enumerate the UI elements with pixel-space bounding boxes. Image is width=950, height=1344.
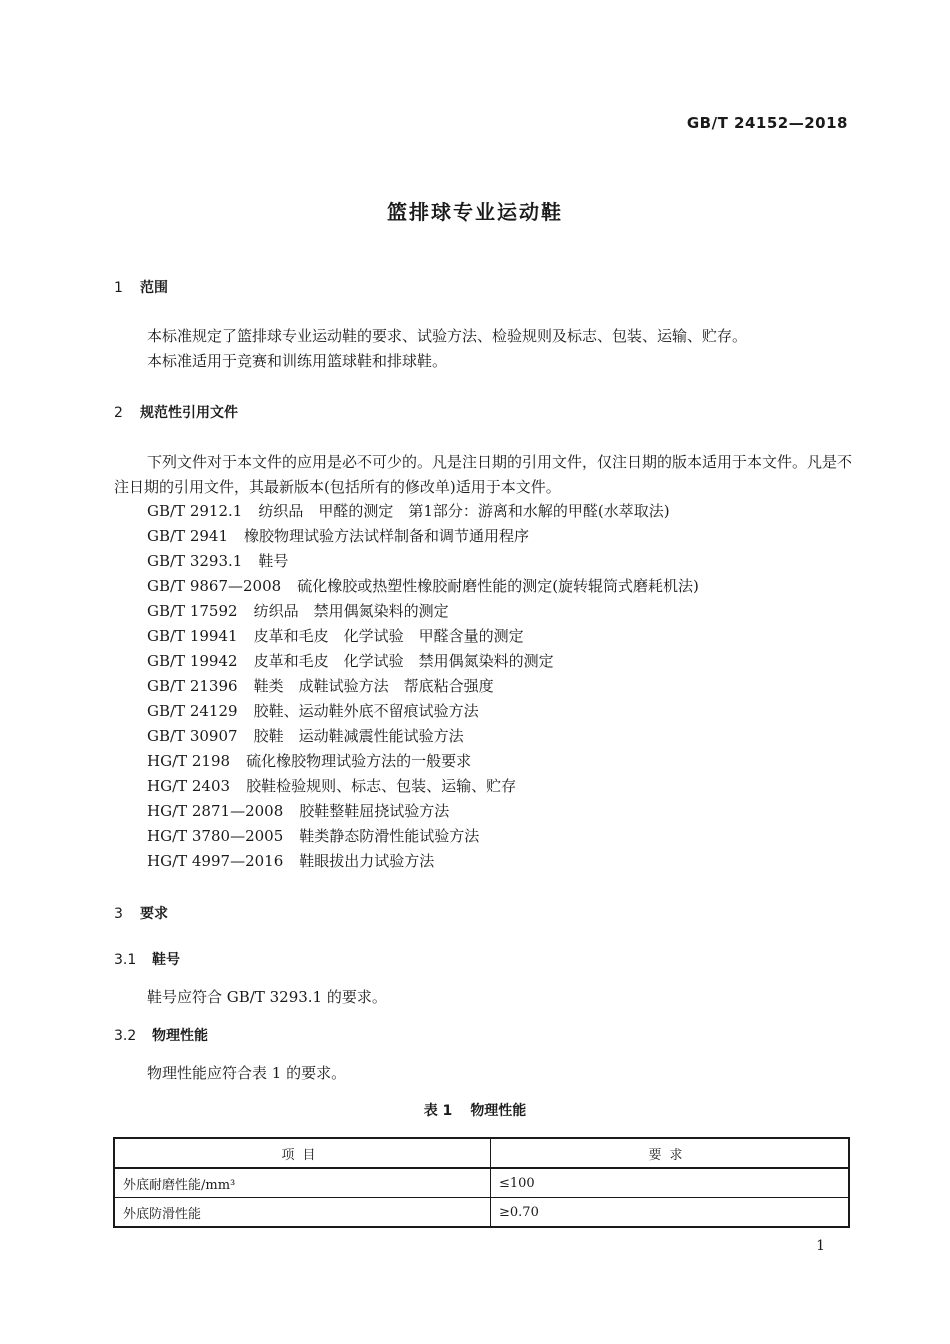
reference-title: 硫化橡胶或热塑性橡胶耐磨性能的测定(旋转辊筒式磨耗机法) <box>297 577 699 595</box>
reference-item <box>147 750 471 771</box>
section-3-heading <box>114 903 168 923</box>
reference-code: GB/T 3293.1 <box>147 552 243 570</box>
cell-requirement: ≤100 <box>491 1168 850 1198</box>
reference-title: 胶鞋 运动鞋减震性能试验方法 <box>253 727 464 745</box>
table-label: 表 1 <box>423 1103 453 1119</box>
reference-code: GB/T 2912.1 <box>147 502 243 520</box>
reference-title: 硫化橡胶物理试验方法的一般要求 <box>246 752 472 770</box>
reference-item <box>147 650 554 671</box>
table-row <box>114 1198 849 1228</box>
reference-item <box>147 775 516 796</box>
reference-title: 鞋号 <box>258 552 289 570</box>
subsection-title: 鞋号 <box>152 952 180 968</box>
reference-item <box>147 525 529 546</box>
reference-title: 橡胶物理试验方法试样制备和调节通用程序 <box>244 527 530 545</box>
section-1-paragraph: 本标准规定了篮排球专业运动鞋的要求、试验方法、检验规则及标志、包装、运输、贮存。 <box>147 327 748 345</box>
reference-item <box>147 500 670 521</box>
section-title: 范围 <box>140 280 168 296</box>
reference-code: GB/T 9867—2008 <box>147 577 282 595</box>
table-header-row <box>114 1138 849 1168</box>
subsection-number: 3.2 <box>114 1028 137 1044</box>
reference-item <box>147 575 699 596</box>
reference-code: GB/T 2941 <box>147 527 229 545</box>
table-title: 物理性能 <box>470 1103 527 1119</box>
header-item: 项目 <box>114 1138 491 1168</box>
section-1-paragraph: 本标准适用于竞赛和训练用篮球鞋和排球鞋。 <box>147 352 448 370</box>
subsection-3-2-heading <box>114 1025 208 1045</box>
reference-title: 胶鞋、运动鞋外底不留痕试验方法 <box>253 702 479 720</box>
cell-item: 外底防滑性能 <box>114 1198 491 1228</box>
subsection-title: 物理性能 <box>152 1028 208 1044</box>
reference-code: GB/T 30907 <box>147 727 238 745</box>
section-number: 3 <box>114 906 123 922</box>
page-number: 1 <box>816 1238 825 1254</box>
reference-title: 鞋类 成鞋试验方法 帮底粘合强度 <box>253 677 494 695</box>
reference-code: GB/T 19942 <box>147 652 238 670</box>
reference-code: HG/T 4997—2016 <box>147 852 284 870</box>
reference-title: 皮革和毛皮 化学试验 甲醛含量的测定 <box>253 627 524 645</box>
reference-title: 纺织品 甲醛的测定 第1部分：游离和水解的甲醛(水萃取法) <box>258 502 670 520</box>
physical-properties-table <box>113 1137 850 1228</box>
section-title: 要求 <box>140 906 168 922</box>
reference-code: GB/T 24129 <box>147 702 238 720</box>
section-2-intro: 下列文件对于本文件的应用是必不可少的。凡是注日期的引用文件，仅注日期的版本适用于本文件。凡是不注日期的引用文件，其最新版本(包括所有的修改单)适用于本文件。 <box>114 453 853 496</box>
reference-code: HG/T 2198 <box>147 752 231 770</box>
document-title: 篮排球专业运动鞋 <box>387 200 563 224</box>
standard-code: GB/T 24152—2018 <box>686 114 848 132</box>
reference-item <box>147 675 494 696</box>
section-number: 2 <box>114 405 123 421</box>
reference-item <box>147 800 449 821</box>
reference-title: 胶鞋整鞋屈挠试验方法 <box>299 802 450 820</box>
reference-item <box>147 550 288 571</box>
reference-title: 皮革和毛皮 化学试验 禁用偶氮染料的测定 <box>253 652 554 670</box>
reference-title: 胶鞋检验规则、标志、包装、运输、贮存 <box>246 777 517 795</box>
reference-code: HG/T 3780—2005 <box>147 827 284 845</box>
subsection-3-1-heading <box>114 949 180 969</box>
reference-title: 纺织品 禁用偶氮染料的测定 <box>253 602 449 620</box>
reference-code: GB/T 19941 <box>147 627 238 645</box>
header-requirement: 要求 <box>491 1138 850 1168</box>
reference-item <box>147 625 524 646</box>
cell-requirement: ≥0.70 <box>491 1198 850 1228</box>
reference-code: GB/T 21396 <box>147 677 238 695</box>
reference-title: 鞋类静态防滑性能试验方法 <box>299 827 480 845</box>
section-2-heading <box>114 402 238 422</box>
subsection-3-1-text: 鞋号应符合 GB/T 3293.1 的要求。 <box>147 988 387 1006</box>
reference-item <box>147 850 434 871</box>
table-row <box>114 1168 849 1198</box>
table-caption <box>0 1100 950 1120</box>
reference-item <box>147 700 479 721</box>
section-number: 1 <box>114 280 123 296</box>
subsection-number: 3.1 <box>114 952 137 968</box>
reference-item <box>147 725 464 746</box>
section-title: 规范性引用文件 <box>140 405 238 421</box>
reference-item <box>147 600 449 621</box>
reference-code: HG/T 2871—2008 <box>147 802 284 820</box>
reference-title: 鞋眼拔出力试验方法 <box>299 852 435 870</box>
section-1-heading <box>114 277 168 297</box>
reference-item <box>147 825 479 846</box>
reference-code: HG/T 2403 <box>147 777 231 795</box>
cell-item: 外底耐磨性能/mm³ <box>114 1168 491 1198</box>
reference-code: GB/T 17592 <box>147 602 238 620</box>
subsection-3-2-text: 物理性能应符合表 1 的要求。 <box>147 1064 347 1082</box>
